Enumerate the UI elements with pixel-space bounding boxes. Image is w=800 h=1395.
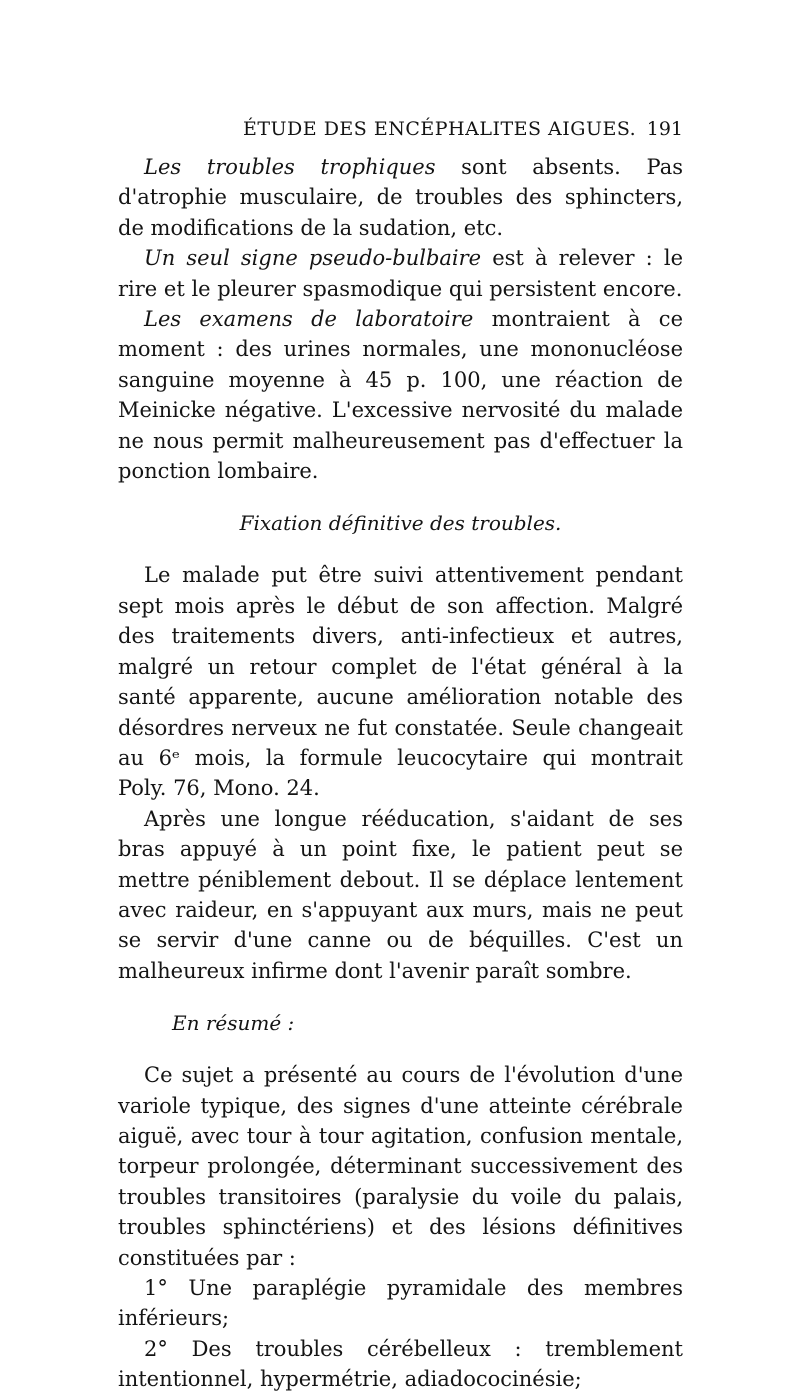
- spacer: [118, 1038, 683, 1060]
- paragraph-pseudo-bulbar: [118, 243, 683, 304]
- running-title: ÉTUDE DES ENCÉPHALITES AIGUES.: [243, 118, 637, 140]
- paragraph-laboratory: [118, 304, 683, 486]
- spacer: [118, 486, 683, 508]
- paragraph-text: montraient à ce moment : des urines normales, une mononucléose sanguine moyenne à 45 p. 100, une réaction de Meinicke négative. L'excessive nervosité du malade ne nous permit malheureusement pas d'effectuer la ponction lombaire.: [118, 307, 683, 484]
- paragraph-lead: Les examens de laboratoire: [144, 307, 474, 332]
- paragraph-rehabilitation: Après une longue rééducation, s'aidant de ses bras appuyé à un point fixe, le patient peut se mettre péniblement debout. Il se déplace lentement avec raideur, en s'appuyant aux murs, mais ne peut se servir d'une canne ou de béquilles. C'est un malheureux infirme dont l'avenir paraît sombre.: [118, 806, 683, 983]
- paragraph-lead: Les troubles trophiques: [144, 155, 436, 179]
- summary-heading: En résumé :: [172, 1011, 295, 1036]
- list-item: 2° Des troubles cérébelleux : tremblement intentionnel, hypermétrie, adiadococinésie;: [118, 1336, 683, 1392]
- paragraph-trophic: [118, 152, 683, 243]
- body-text: [118, 152, 683, 1395]
- paragraph-text: est à relever : le rire et le pleurer spasmodique qui persistent encore.: [118, 246, 683, 301]
- spacer: [118, 986, 683, 1008]
- list-item: 1° Une paraplégie pyramidale des membres inférieurs;: [118, 1276, 683, 1331]
- paragraph-lead: Un seul signe pseudo-bulbaire: [144, 246, 482, 271]
- paragraph-text: sont absents. Pas d'atrophie musculaire, de troubles des sphincters, de modifications de la sudation, etc.: [118, 155, 683, 240]
- section-title: Fixation définitive des troubles.: [239, 511, 562, 536]
- page-number: 191: [646, 118, 683, 140]
- spacer: [118, 538, 683, 560]
- paragraph-follow-up: Le malade put être suivi attentivement pendant sept mois après le début de son affection. Malgré des traitements divers, anti-infectieux et autres, malgré un retour complet de l'état général à la santé apparente, aucune amélioration notable des désordres nerveux ne fut constatée. Seule changeait au 6ᵉ mois, la formule leucocytaire qui montrait Poly. 76, Mono. 24.: [118, 563, 683, 801]
- paragraph-summary: Ce sujet a présenté au cours de l'évolution d'une variole typique, des signes d'une atteinte cérébrale aiguë, avec tour à tour agitation, confusion mentale, torpeur prolongée, déterminant successivement des troubles transitoires (paralysie du voile du palais, troubles sphinctériens) et des lésions définitives constituées par :: [118, 1063, 683, 1270]
- running-header: [118, 118, 683, 146]
